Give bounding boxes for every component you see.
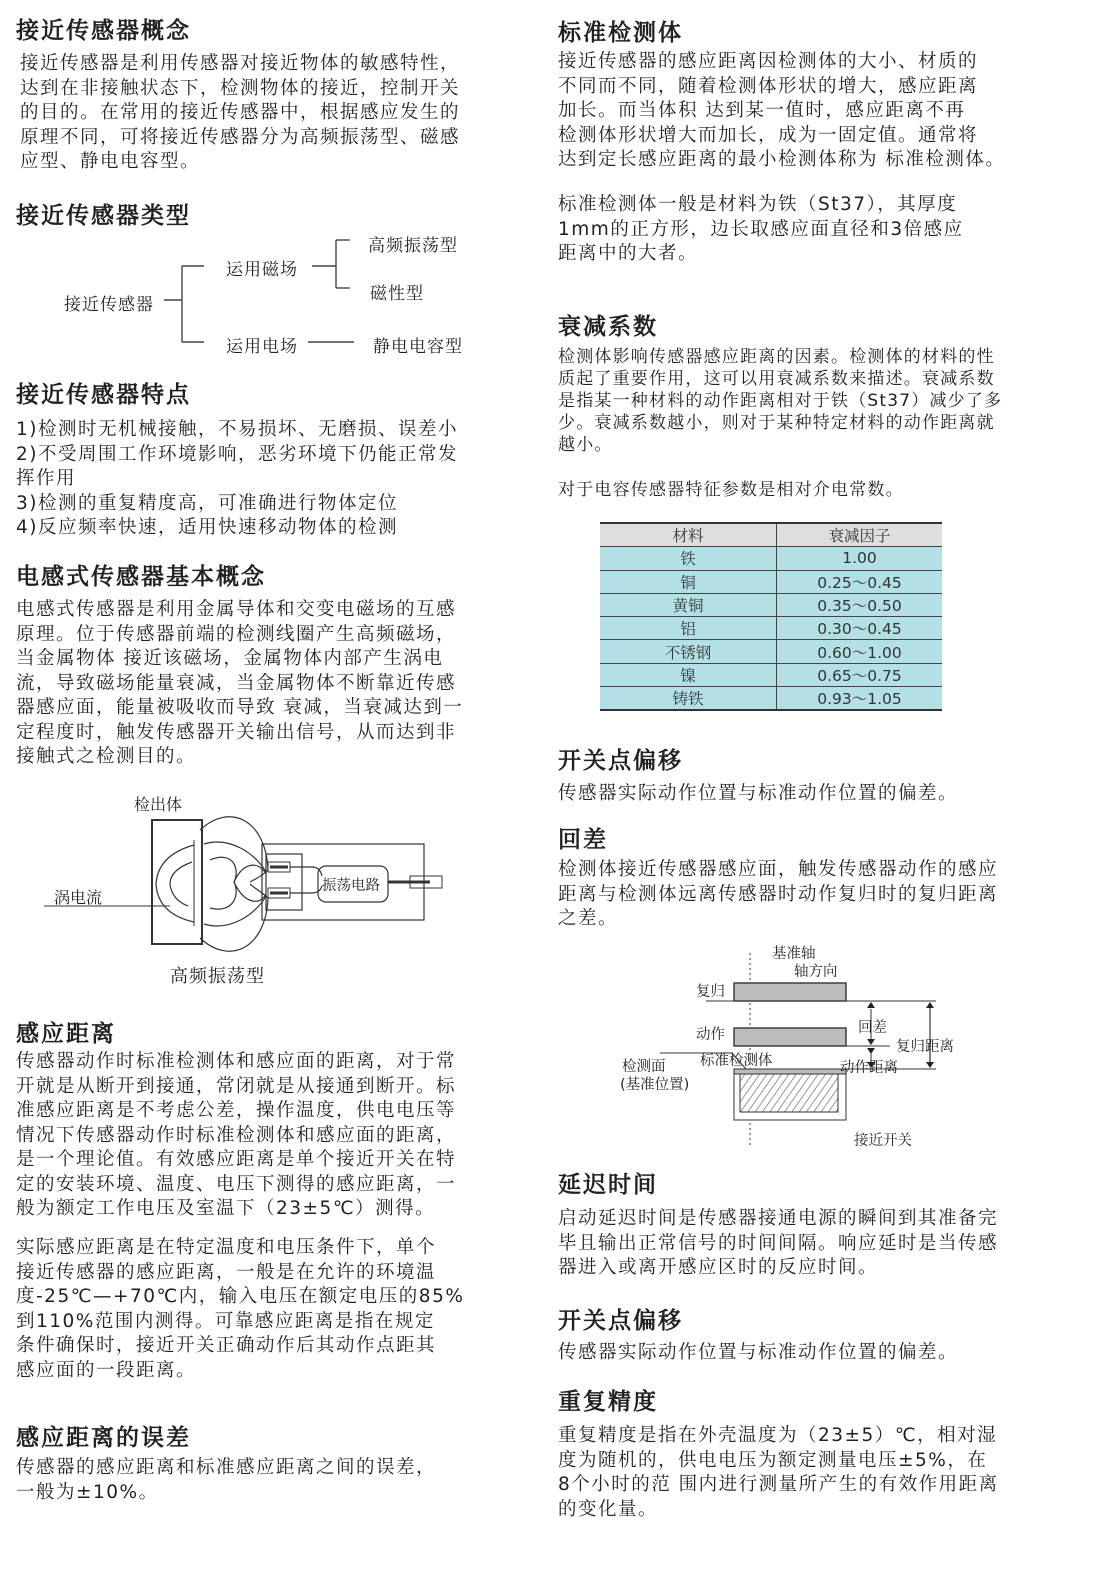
section-title-features: 接近传感器特点: [16, 382, 191, 408]
operate-label: 动作: [696, 1027, 725, 1043]
proximity-switch-label: 接近开关: [854, 1133, 912, 1149]
reset-distance-label: 复归距离: [896, 1039, 954, 1055]
material-cell: 镍: [600, 663, 777, 686]
standard-target-text-1: 接近传感器的感应距离因检测体的大小、材质的 不同而不同，随着检测体形状的增大，感应距离 加长。而当体积 达到某一值时，感应距离不再 检测体形状增大而加长，成为一固定值。通常将 达到定长感应距离的最小检测体称为 标准检测体。: [558, 51, 1006, 170]
factor-cell: 0.93～1.05: [777, 687, 943, 711]
table-row: [600, 547, 942, 570]
section-title-types: 接近传感器类型: [16, 203, 191, 229]
section-title-repeatability: 重复精度: [558, 1389, 658, 1415]
distance-error-text: 传感器的感应距离和标准感应距离之间的误差， 一般为±10%。: [16, 1457, 437, 1503]
oscillation-circuit-label: 振荡电路: [322, 878, 380, 894]
attenuation-text-1: 检测体影响传感器感应距离的因素。检测体的材料的性 质起了重要作用，这可以用衰减系数来描述。衰减系数 是指某一种材料的动作距离相对于铁（St37）减少了多 少。衰减系数越小，则对于某种特定材料的动作距离就 越小。: [558, 347, 1003, 455]
sensing-surface-label: 检测面: [622, 1059, 666, 1075]
header-material: 材料: [600, 523, 777, 547]
feature-item: 2)不受周围工作环境影响，恶劣环境下仍能正常发 挥作用: [16, 443, 458, 489]
material-cell: 不锈钢: [600, 640, 777, 663]
factor-cell: 0.35～0.50: [777, 593, 943, 616]
delay-time-text: 启动延迟时间是传感器接通电源的瞬间到其准备完 毕且输出正常信号的时间间隔。响应延时是当传感 器进入或离开感应区时的反应时间。: [558, 1208, 999, 1278]
tree-leaf-magnetic: 磁性型: [370, 284, 424, 304]
reference-axis-label: 基准轴: [772, 946, 816, 962]
inductive-text: 电感式传感器是利用金属导体和交变电磁场的互感 原理。位于传感器前端的检测线圈产生高频磁场， 当金属物体 接近该磁场，金属物体内部产生涡电 流，导致磁场能量衰减，当金属物体不断靠近传感 器感应面，能量被吸收而导致 衰减，当衰减达到一 定程度时，触发传感器开关输出信号，从而达到非 接触式之检测目的。: [16, 599, 464, 767]
section-title-distance-error: 感应距离的误差: [16, 1425, 191, 1451]
table-row: [600, 570, 942, 593]
section-title-switch-offset-2: 开关点偏移: [558, 1308, 683, 1334]
reference-position-label: (基准位置): [620, 1077, 690, 1093]
section-title-attenuation: 衰减系数: [558, 314, 658, 340]
repeatability-text: 重复精度是指在外壳温度为（23±5）℃，相对湿 度为随机的，供电电压为额定测量电压±5%，在 8个小时的范 围内进行测量所产生的有效作用距离 的变化量。: [558, 1425, 999, 1520]
reset-label: 复归: [696, 984, 725, 1000]
material-cell: 铁: [600, 547, 777, 570]
header-attenuation-factor: 衰减因子: [777, 523, 943, 547]
standard-target-text-2: 标准检测体一般是材料为铁（St37），其厚度 1mm的正方形，边长取感应面直径和3倍感应 距离中的大者。: [558, 194, 964, 264]
concept-text: 接近传感器是利用传感器对接近物体的敏感特性， 达到在非接触状态下，检测物体的接近，控制开关 的目的。在常用的接近传感器中，根据感应发生的 原理不同，可将接近传感器分为高频振荡型、磁感 应型、静电电容型。: [20, 53, 461, 172]
feature-item: 1)检测时无机械接触，不易损坏、无磨损、误差小: [16, 419, 458, 440]
tree-root-label: 接近传感器: [64, 295, 154, 315]
factor-cell: 0.65～0.75: [777, 663, 943, 686]
material-cell: 铸铁: [600, 687, 777, 711]
table-row: [600, 663, 942, 686]
attenuation-text-2: 对于电容传感器特征参数是相对介电常数。: [558, 480, 904, 500]
sensing-distance-text-2: 实际感应距离是在特定温度和电压条件下，单个 接近传感器的感应距离，一般是在允许的环境温 度-25℃—+70℃内，输入电压在额定电压的85% 到110%范围内测得。可靠感应距离是指在规定 条件确保时，接近开关正确动作后其动作点距其 感应面的一段距离。: [16, 1237, 465, 1381]
factor-cell: 0.30～0.45: [777, 617, 943, 640]
section-title-inductive: 电感式传感器基本概念: [16, 564, 266, 590]
diagram-caption: 高频振荡型: [170, 966, 265, 987]
section-title-standard-target: 标准检测体: [558, 20, 683, 46]
table-row: [600, 617, 942, 640]
tree-leaf-high-frequency: 高频振荡型: [368, 236, 458, 256]
operate-distance-label: 动作距离: [840, 1060, 898, 1076]
switch-offset-text: 传感器实际动作位置与标准动作位置的偏差。: [558, 783, 959, 804]
standard-target-label: 标准检测体: [700, 1053, 773, 1069]
hysteresis-text: 检测体接近传感器感应面，触发传感器动作的感应 距离与检测体远离传感器时动作复归时的复归距离 之差。: [558, 859, 999, 929]
section-title-switch-offset: 开关点偏移: [558, 748, 683, 774]
material-cell: 铝: [600, 617, 777, 640]
eddy-current-label: 涡电流: [54, 888, 103, 907]
factor-cell: 1.00: [777, 547, 943, 570]
material-cell: 铜: [600, 570, 777, 593]
table-header-row: [600, 523, 942, 547]
hysteresis-label: 回差: [858, 1020, 887, 1036]
section-title-concept: 接近传感器概念: [16, 18, 191, 44]
axis-direction-label: 轴方向: [794, 964, 838, 980]
table-row: [600, 640, 942, 663]
tree-leaf-capacitive: 静电电容型: [373, 337, 463, 357]
target-label: 检出体: [134, 795, 183, 814]
feature-item: 4)反应频率快速，适用快速移动物体的检测: [16, 517, 398, 538]
attenuation-table: [600, 522, 942, 711]
tree-branch-electric: 运用电场: [226, 337, 298, 357]
table-row: [600, 593, 942, 616]
section-title-delay-time: 延迟时间: [558, 1172, 658, 1198]
table-row: [600, 687, 942, 711]
section-title-sensing-distance: 感应距离: [16, 1021, 116, 1047]
feature-item: 3)检测的重复精度高，可准确进行物体定位: [16, 492, 398, 514]
switch-offset-text-2: 传感器实际动作位置与标准动作位置的偏差。: [558, 1342, 959, 1363]
factor-cell: 0.25～0.45: [777, 570, 943, 593]
material-cell: 黄铜: [600, 593, 777, 616]
tree-branch-magnetic: 运用磁场: [226, 260, 298, 280]
factor-cell: 0.60～1.00: [777, 640, 943, 663]
sensing-distance-text-1: 传感器动作时标准检测体和感应面的距离，对于常 开就是从断开到接通，常闭就是从接通到断开。标 准感应距离是不考虑公差，操作温度，供电电压等 情况下传感器动作时标准检测体和感应面的距离， 是一个理论值。有效感应距离是单个接近开关在特 定的安装环境、温度、电压下测得的感应距离，一 般为额定工作电压及室温下（23±5℃）测得。: [16, 1051, 457, 1219]
section-title-hysteresis: 回差: [558, 827, 608, 853]
